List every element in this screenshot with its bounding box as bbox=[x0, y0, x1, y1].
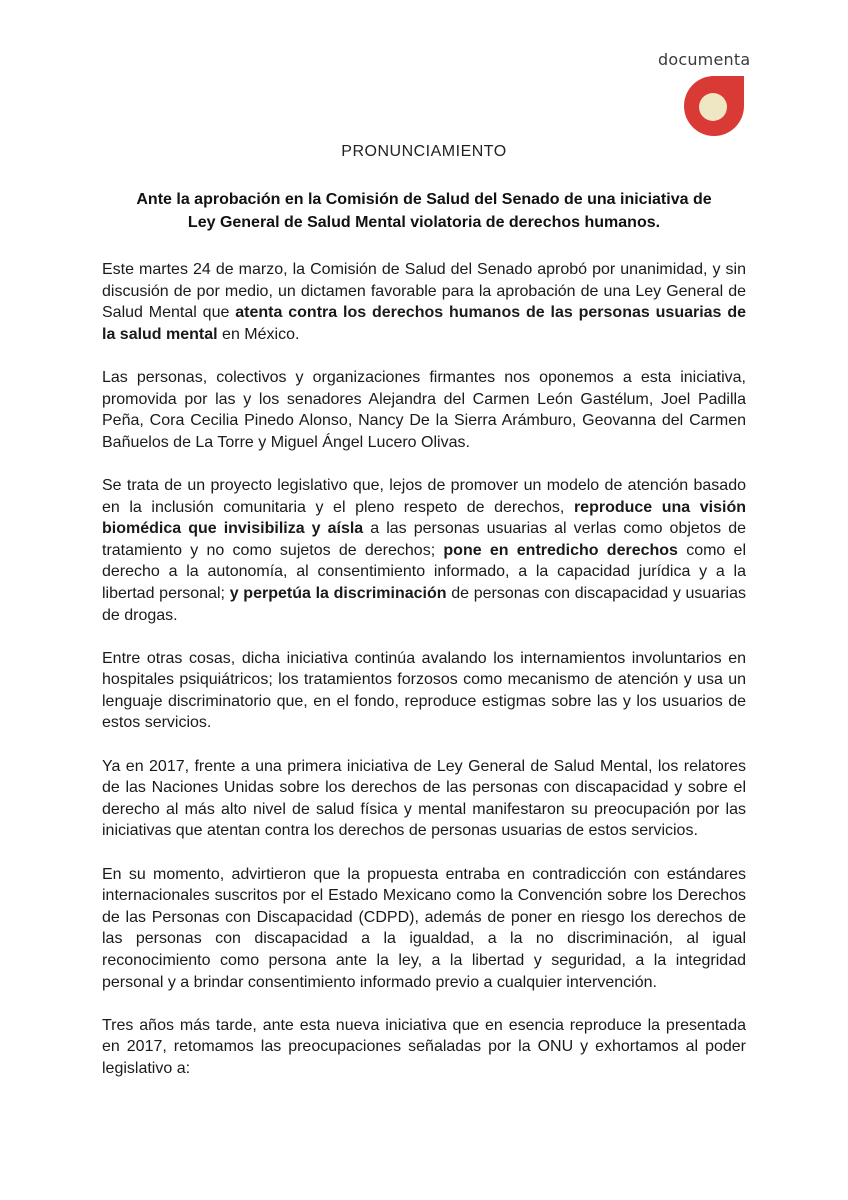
paragraph-3-text-d: de personas con discapacidad y usuarias de drogas. bbox=[102, 584, 747, 624]
paragraph-1-emphasis: atenta contra los derechos humanos de las personas usuarias de la salud mental bbox=[102, 304, 746, 343]
paragraph-6: En su momento, advirtieron que la propuesta entraba en contradicción con estándares internacionales suscritos por el Estado Mexicano como la Convención sobre los Derechos de las Personas con Discapacidad (CDPD), además de poner en riesgo los derechos de las personas con discapacidad a la igualdad, a la no discriminación, al igual reconocimiento como persona ante la ley, a la libertad y seguridad, a la integridad personal y a brindar consentimiento informado previo a cualquier intervención. bbox=[102, 865, 746, 991]
paragraph-3 bbox=[102, 475, 746, 626]
paragraph-3-emphasis-2: pone en entredicho derechos bbox=[443, 541, 678, 559]
paragraph-3-text-a: Se trata de un proyecto legislativo que, lejos de promover un modelo de atención basado en la inclusión comunitaria y el pleno respeto de derechos, bbox=[102, 476, 746, 516]
logo-wordmark: documenta bbox=[658, 50, 751, 69]
paragraph-1-text-b: en México. bbox=[217, 325, 300, 343]
document-body bbox=[102, 259, 746, 1101]
paragraph-1 bbox=[102, 259, 746, 345]
paragraph-4: Entre otras cosas, dicha iniciativa continúa avalando los internamientos involuntarios en hospitales psiquiátricos; los tratamientos forzosos como mecanismo de atención y usa un lenguaje discriminatorio que, en el fondo, reproduce estigmas sobre las y los usuarios de estos servicios. bbox=[102, 649, 746, 732]
paragraph-3-text-c: como el derecho a la autonomía, al consentimiento informado, a la capacidad jurídica y a la libertad personal; bbox=[102, 541, 747, 602]
logo-emblem-icon bbox=[682, 74, 746, 138]
title-line-2: Ley General de Salud Mental violatoria de derechos humanos. bbox=[187, 214, 661, 231]
documenta-logo bbox=[652, 50, 752, 140]
document-type-label: PRONUNCIAMIENTO bbox=[341, 143, 507, 160]
title-line-1: Ante la aprobación en la Comisión de Salud del Senado de una iniciativa de bbox=[136, 191, 712, 208]
document-title bbox=[102, 188, 746, 234]
paragraph-3-text-b: a las personas usuarias al verlas como objetos de tratamiento y no como sujetos de derechos; bbox=[102, 520, 746, 559]
paragraph-2: Las personas, colectivos y organizaciones firmantes nos oponemos a esta iniciativa, promovida por las y los senadores Alejandra del Carmen León Gastélum, Joel Padilla Peña, Cora Cecilia Pinedo Alonso, Nancy De la Sierra Arámburo, Geovanna del Carmen Bañuelos de La Torre y Miguel Ángel Lucero Olivas. bbox=[102, 368, 746, 451]
paragraph-3-emphasis-1: reproduce una visión biomédica que invisibiliza y aísla bbox=[102, 498, 746, 538]
paragraph-5: Ya en 2017, frente a una primera iniciativa de Ley General de Salud Mental, los relatores de las Naciones Unidas sobre los derechos de las personas con discapacidad y sobre el derecho al más alto nivel de salud física y mental manifestaron su preocupación por las iniciativas que atentan contra los derechos de personas usuarias de estos servicios. bbox=[102, 757, 746, 840]
paragraph-7: Tres años más tarde, ante esta nueva iniciativa que en esencia reproduce la presentada en 2017, retomamos las preocupaciones señaladas por la ONU y exhortamos al poder legislativo a: bbox=[102, 1016, 746, 1077]
paragraph-3-emphasis-3: y perpetúa la discriminación bbox=[229, 584, 447, 602]
paragraph-1-text-a: Este martes 24 de marzo, la Comisión de Salud del Senado aprobó por unanimidad, y sin discusión de por medio, un dictamen favorable para la aprobación de una Ley General de Salud Mental que bbox=[102, 261, 746, 322]
